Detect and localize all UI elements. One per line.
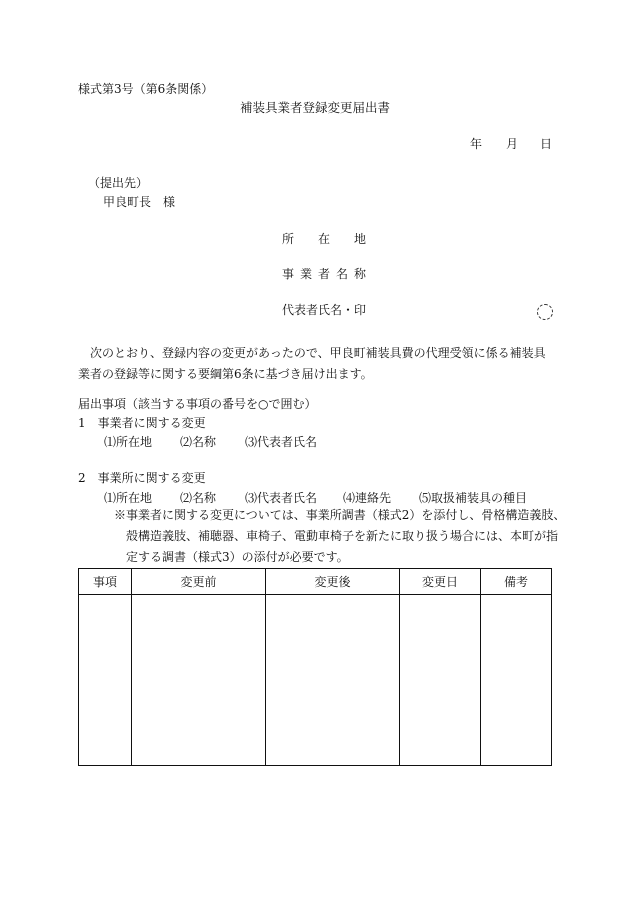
seal-mark-icon <box>537 304 553 320</box>
business-name-label-char: 業 <box>299 267 312 281</box>
business-name-label-char: 名 <box>335 267 348 281</box>
section2-option: ⑵名称 <box>180 491 217 505</box>
cell-remarks[interactable] <box>481 595 552 766</box>
section1-heading: 1 事業者に関する変更 <box>78 416 206 430</box>
date-month-label: 月 <box>506 137 519 151</box>
section2-option: ⑶代表者氏名 <box>245 491 318 505</box>
header-change-date: 変更日 <box>400 569 481 595</box>
address-label <box>282 233 366 245</box>
business-name-label <box>282 268 366 280</box>
address-label-char: 地 <box>353 232 366 246</box>
section2-option: ⑴所在地 <box>104 491 153 505</box>
address-label-char: 在 <box>317 232 330 246</box>
cell-after[interactable] <box>266 595 400 766</box>
representative-label: 代表者氏名・印 <box>282 303 367 317</box>
header-before: 変更前 <box>132 569 266 595</box>
cell-item[interactable] <box>79 595 132 766</box>
section1-option: ⑴所在地 <box>104 435 153 449</box>
cell-change-date[interactable] <box>400 595 481 766</box>
table-row <box>79 595 552 766</box>
recipient-label: （提出先） <box>88 176 149 190</box>
section1-option: ⑵名称 <box>180 435 217 449</box>
body-text: 次のとおり、登録内容の変更があったので、甲良町補装具費の代理受領に係る補装具業者の登録等に関する要綱第6条に基づき届け出ます。 <box>78 346 546 381</box>
date-day-label: 日 <box>540 137 553 151</box>
business-name-label-char: 者 <box>317 267 330 281</box>
cell-before[interactable] <box>132 595 266 766</box>
header-item: 事項 <box>79 569 132 595</box>
section1-option: ⑶代表者氏名 <box>245 435 318 449</box>
form-number: 様式第3号（第6条関係） <box>78 82 214 96</box>
header-after: 変更後 <box>266 569 400 595</box>
date-year-label: 年 <box>470 137 483 151</box>
items-heading: 届出事項（該当する事項の番号を○で囲む） <box>78 397 317 411</box>
attachment-note: ※事業者に関する変更については、事業所調書（様式2）を添付し、骨格構造義肢、殻構造義肢、補聴器、車椅子、電動車椅子を新たに取り扱う場合には、本町が指定する調書（様式3）の添付が必要です。 <box>114 508 566 564</box>
document-title: 補装具業者登録変更届出書 <box>239 100 390 115</box>
business-name-label-char: 称 <box>353 267 366 281</box>
address-label-char: 所 <box>282 232 295 246</box>
table-header-row <box>79 569 552 595</box>
section2-heading: 2 事業所に関する変更 <box>78 471 206 485</box>
header-remarks: 備考 <box>481 569 552 595</box>
section2-option: ⑷連絡先 <box>343 491 392 505</box>
section2-option: ⑸取扱補装具の種目 <box>419 491 528 505</box>
recipient-name: 甲良町長 様 <box>103 195 176 209</box>
change-table <box>78 568 552 766</box>
business-name-label-char: 事 <box>282 267 295 281</box>
